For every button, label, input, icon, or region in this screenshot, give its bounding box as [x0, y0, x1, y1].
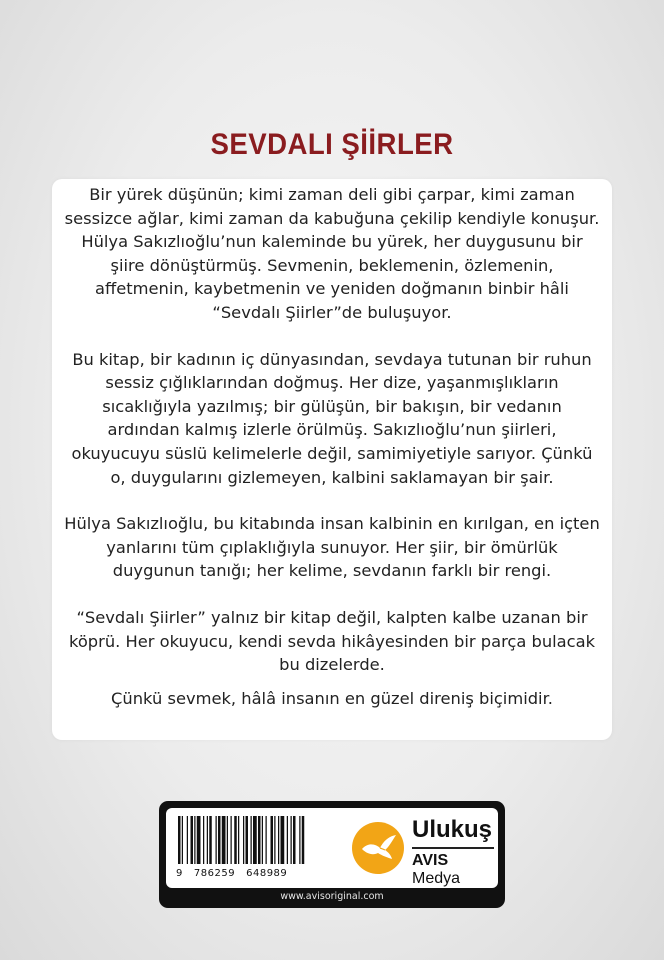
blurb-paragraph-1: Bir yürek düşünün; kimi zaman deli gibi çarpar, kimi zaman sessizce ağlar, kimi zaman da kabuğuna çekilip kendiyle konuşur. Hülya Sakızlıoğlu’nun kaleminde bu yürek, her duygusunu bir şiire dönüştürmüş. Sevmenin, beklemenin, özlemenin, affetmenin, kaybetmenin ve yeniden doğmanın binbir hâli “Sevdalı Şiirler”de buluşuyor.: [64, 185, 600, 322]
blurb-paragraph-4: “Sevdalı Şiirler” yalnız bir kitap değil, kalpten kalbe uzanan bir köprü. Her okuyucu, kendi sevda hikâyesinden bir parça bulacak bu dizelerde.: [68, 607, 596, 675]
isbn-barcode: [166, 808, 346, 870]
publisher-brand: Ulukuş: [412, 816, 493, 843]
bird-icon: [352, 822, 404, 874]
blurb-paragraph-3: Hülya Sakızlıoğlu, bu kitabında insan kalbinin en kırılgan, en içten yanlarını tüm çıplaklığıyla sunuyor. Her şiir, bir ömürlük duygunun tanığı; her kelime, sevdanın farklı bir rengi.: [64, 514, 600, 581]
barcode-label: [166, 808, 498, 888]
blurb-paragraph-5: Çünkü sevmek, hâlâ insanın en güzel direniş biçimidir.: [111, 688, 553, 708]
book-title: SEVDALI ŞİİRLER: [210, 128, 454, 161]
logo-divider: [412, 847, 494, 849]
publisher-logo: [348, 814, 498, 887]
publisher-name: AVIS Medya: [412, 852, 461, 887]
barcode-panel: [159, 801, 505, 908]
website-url: www.avisoriginal.com: [280, 891, 384, 902]
blurb-paragraph-2: Bu kitap, bir kadının iç dünyasından, sevdaya tutunan bir ruhun sessiz çığlıklarından doğmuş. Her dize, yaşanmışlıkların sıcaklığıyla yazılmış; bir gülüşün, bir bakışın, bir vedanın ardından kalmış izlerle örülmüş. Sakızlıoğlu’nun şiirleri, okuyucuyu süslü kelimelerle değil, samimiyetiyle sarıyor. Çünkü o, duygularını gizlemeyen, kalbini saklamayan bir şair.: [71, 349, 593, 487]
blurb-panel: [52, 179, 612, 740]
isbn-number: 9 786259 648989: [176, 868, 288, 879]
